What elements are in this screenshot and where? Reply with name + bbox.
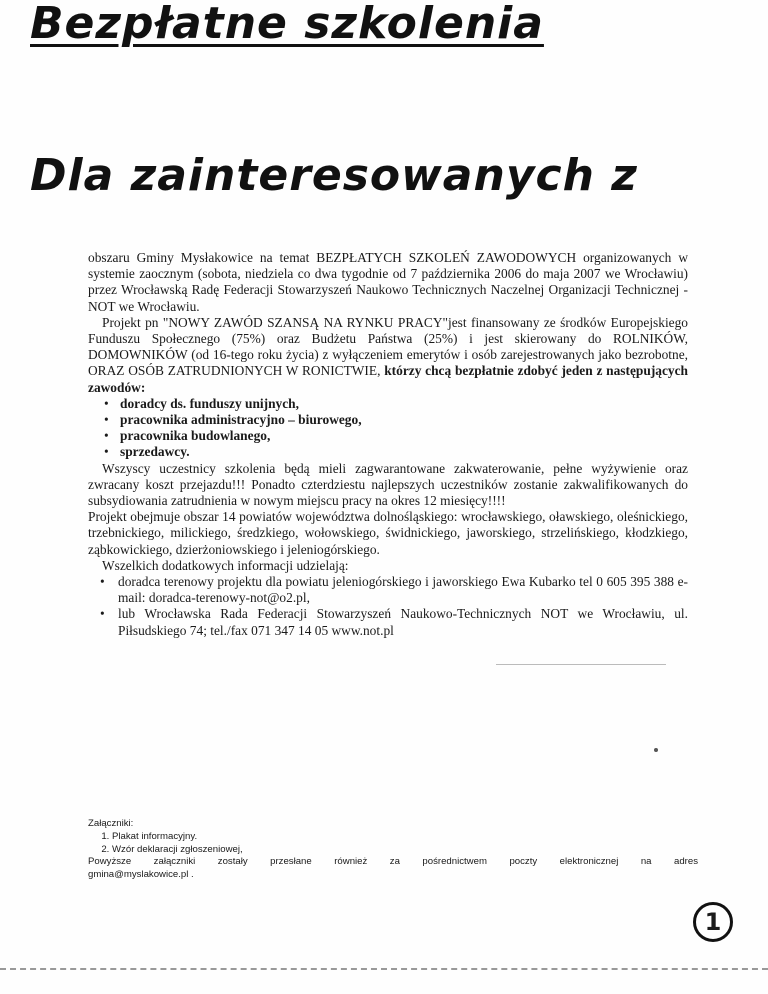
attachment-item: 2. Wzór deklaracji zgłoszeniowej,: [112, 844, 698, 857]
coverage-paragraph: Projekt obejmuje obszar 14 powiatów województwa dolnośląskiego: wrocławskiego, oławskiego, oleśnickiego, trzebnickiego, milickiego, średzkiego, wołowskiego, świdnickiego, jaworskiego, strzelińskiego, kłodzkiego, ząbkowickiego, dzierżoniowskiego i jeleniogórskiego.: [88, 509, 688, 557]
project-paragraph: [88, 315, 688, 396]
document-subtitle: Dla zainteresowanych z: [30, 150, 638, 201]
attachment-item: 1. Plakat informacyjny.: [112, 831, 698, 844]
attachments-email: gmina@myslakowice.pl .: [88, 869, 194, 881]
divider-line: [496, 664, 666, 665]
attachments-label: Załączniki:: [88, 818, 134, 829]
page-number: 1: [704, 908, 722, 936]
contact-item: • lub Wrocławska Rada Federacji Stowarzyszeń Naukowo-Technicznych NOT we Wrocławiu, ul. Piłsudskiego 74; tel./fax 071 347 14 05 www.not.pl: [118, 606, 688, 638]
attachments-section: [88, 818, 698, 882]
document-title: Bezpłatne szkolenia: [30, 0, 544, 49]
participants-paragraph: Wszyscy uczestnicy szkolenia będą mieli zagwarantowane zakwaterowanie, pełne wyżywienie oraz zwracany koszt przejazdu!!! Ponadto czterdziestu najlepszych uczestników zostanie zakwalifikowanych do subsydiowania zatrudnienia w nowym miejscu pracy na okres 12 miesięcy!!!!: [88, 460, 688, 509]
dashed-border: [0, 968, 768, 970]
intro-paragraph: obszaru Gminy Mysłakowice na temat BEZPŁATYCH SZKOLEŃ ZAWODOWYCH organizowanych w systemie zaocznym (sobota, niedziela co dwa tygodnie od 7 października 2006 do maja 2007 we Wrocławiu) przez Wrocławską Radę Federacji Stowarzyszeń Naukowo Technicznych Naczelnej Organizacji Technicznej - NOT we Wrocławiu.: [88, 250, 688, 314]
attachments-note: Powyższe załączniki zostały przesłane również za pośrednictwem poczty elektronicznej na adres: [88, 856, 698, 868]
project-description: Projekt pn "NOWY ZAWÓD SZANSĄ NA RYNKU PRACY"jest finansowany ze środków Europejskiego Funduszu Społecznego (75%) oraz Budżetu Państwa (25%) i jest skierowany do ROLNIKÓW, DOMOWNIKÓW (od 16-tego roku życia) z wyłączeniem emerytów i osób zarejestrowanych jako bezrobotne, ORAZ OSÓB ZATRUDNIONYCH W RONICTWIE,: [88, 314, 688, 379]
professions-list: [88, 396, 688, 461]
contact-item: • doradca terenowy projektu dla powiatu jeleniogórskiego i jaworskiego Ewa Kubarko tel 0 605 395 388 e-mail: doradca-terenowy-not@o2.pl,: [118, 574, 688, 606]
ink-dot: [654, 748, 658, 752]
profession-item: • sprzedawcy.: [120, 444, 688, 460]
profession-item: • doradcy ds. funduszy unijnych,: [120, 396, 688, 412]
profession-item: • pracownika budowlanego,: [120, 428, 688, 444]
contacts-list: [88, 574, 688, 639]
profession-item: • pracownika administracyjno – biurowego,: [120, 412, 688, 428]
page-number-badge: [693, 902, 733, 942]
attachments-list: [88, 831, 698, 857]
main-text: [88, 250, 688, 639]
project-target: którzy chcą bezpłatnie zdobyć jeden z następujących zawodów:: [88, 363, 688, 395]
info-intro: Wszelkich dodatkowych informacji udzielają:: [102, 557, 349, 573]
